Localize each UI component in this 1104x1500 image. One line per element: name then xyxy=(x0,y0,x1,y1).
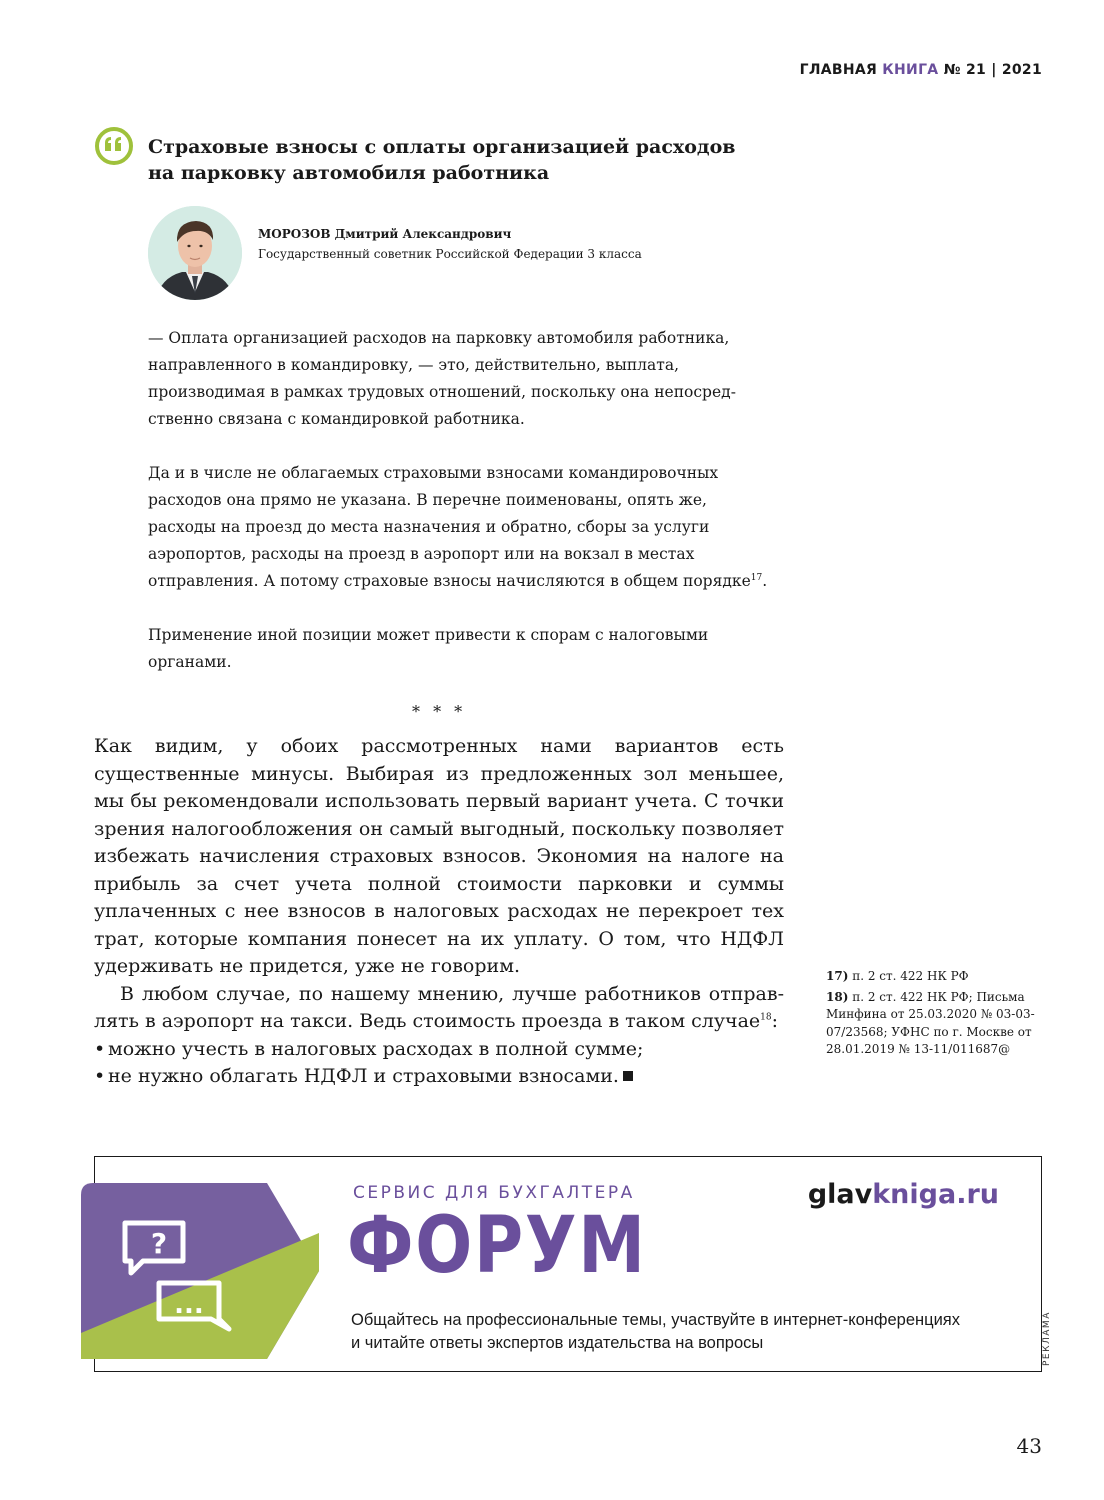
brand-name-part2: КНИГА xyxy=(882,62,939,78)
ad-kicker: СЕРВИС ДЛЯ БУХГАЛТЕРА xyxy=(353,1183,635,1203)
footnote-ref-18[interactable]: 18 xyxy=(760,1012,772,1023)
footnote-text: п. 2 ст. 422 НК РФ xyxy=(852,969,969,983)
site-name-part2: kniga.ru xyxy=(872,1179,999,1210)
expert-paragraph-3: Применение иной позиции может привести к спорам с налоговыми органами. xyxy=(148,626,709,671)
end-of-article-mark xyxy=(623,1071,633,1081)
issue-year: 2021 xyxy=(1001,62,1042,78)
forum-chat-graphic xyxy=(81,1183,319,1359)
site-name-part1: glav xyxy=(807,1179,873,1210)
footnotes xyxy=(826,968,1056,1062)
expert-name: МОРОЗОВ Дмитрий Александрович xyxy=(258,227,512,241)
header-separator: | xyxy=(991,62,997,78)
expert-paragraph-1: — Оплата организацией расходов на парковку автомобиля работника, направленного в командировку, — это, действительно, выплата, производимая в рамках трудовых отношений, поскольку она непосредственно связана с командировкой работника. xyxy=(148,329,736,428)
main-paragraph-2-end: : xyxy=(771,1010,779,1032)
main-paragraph-2-text: В любом случае, по нашему мнению, лучше работников отправлять в аэропорт на такси. Ведь стоимость проезда в таком случае xyxy=(94,982,784,1032)
bullet-text-1: можно учесть в налоговых расходах в полной сумме; xyxy=(108,1037,644,1060)
expert-box-title: Страховые взносы с оплаты организацией расходов на парковку автомобиля работника xyxy=(148,136,736,184)
bullet-text-2: не нужно облагать НДФЛ и страховыми взносами. xyxy=(108,1065,619,1087)
footnote-number: 17) xyxy=(826,969,849,983)
expert-paragraph-2 xyxy=(148,460,778,595)
expert-paragraph-2-text: Да и в числе не облагаемых страховыми взносами командировочных расходов она прямо не указана. В перечне поименованы, опять же, расходы на проезд до места назначения и обратно, сборы за услуги аэропортов, расходы на проезд в аэропорт или на вокзал в местах отправления. А потому страховые взносы начисляются в общем порядке xyxy=(148,464,751,590)
question-glyph: ? xyxy=(150,1227,168,1260)
bullet-list xyxy=(94,1036,784,1091)
list-item xyxy=(94,1063,784,1091)
page-number: 43 xyxy=(1016,1434,1042,1458)
main-paragraph-2 xyxy=(94,981,784,1036)
main-paragraph-1: Как видим, у обоих рассмотренных нами вариантов есть существенные минусы. Выбирая из предложенных зол меньшее, мы бы рекомендовали использовать первый вариант учета. С точки зрения налогообложения он самый выгодный, поскольку позволяет избежать начисления страховых взносов. Экономия на налоге на прибыль за счет учета полной стоимости парковки и суммы уплаченных с нее взносов в налоговых расходах не перекроет тех трат, которые компания понесет на их уплату. О том, что НДФЛ удерживать не придется, уже не говорим. xyxy=(94,735,784,977)
expert-avatar xyxy=(148,206,242,300)
magazine-header xyxy=(800,62,1042,78)
quote-icon xyxy=(94,126,134,166)
ad-title: ФОРУМ xyxy=(347,1201,647,1291)
footnote-ref-17[interactable]: 17 xyxy=(750,572,763,583)
ad-description: Общайтесь на профессиональные темы, участвуйте в интернет-конференциях и читайте ответы экспертов издательства на вопросы xyxy=(351,1311,960,1352)
expert-paragraph-2-end: . xyxy=(762,572,768,590)
main-text xyxy=(94,733,784,1091)
issue-number: № 21 xyxy=(943,62,987,78)
footnote-number: 18) xyxy=(826,989,849,1004)
footnote-item xyxy=(826,989,1056,1059)
footnote-item xyxy=(826,968,1056,986)
ellipsis-glyph: ... xyxy=(174,1290,204,1320)
forum-advertisement[interactable] xyxy=(94,1156,1042,1372)
list-item xyxy=(94,1036,784,1064)
section-separator: * * * xyxy=(412,702,467,721)
brand-name-part1: ГЛАВНАЯ xyxy=(799,62,878,78)
ad-site-link[interactable] xyxy=(808,1179,999,1210)
advertisement-label: РЕКЛАМА xyxy=(1042,1311,1052,1366)
expert-position: Государственный советник Российской Федерации 3 класса xyxy=(258,247,642,261)
footnote-text: п. 2 ст. 422 НК РФ; Письма Минфина от 25.03.2020 № 03-03-07/23568; УФНС по г. Москве от 28.01.2019 № 13-11/011687@ xyxy=(826,989,1035,1056)
